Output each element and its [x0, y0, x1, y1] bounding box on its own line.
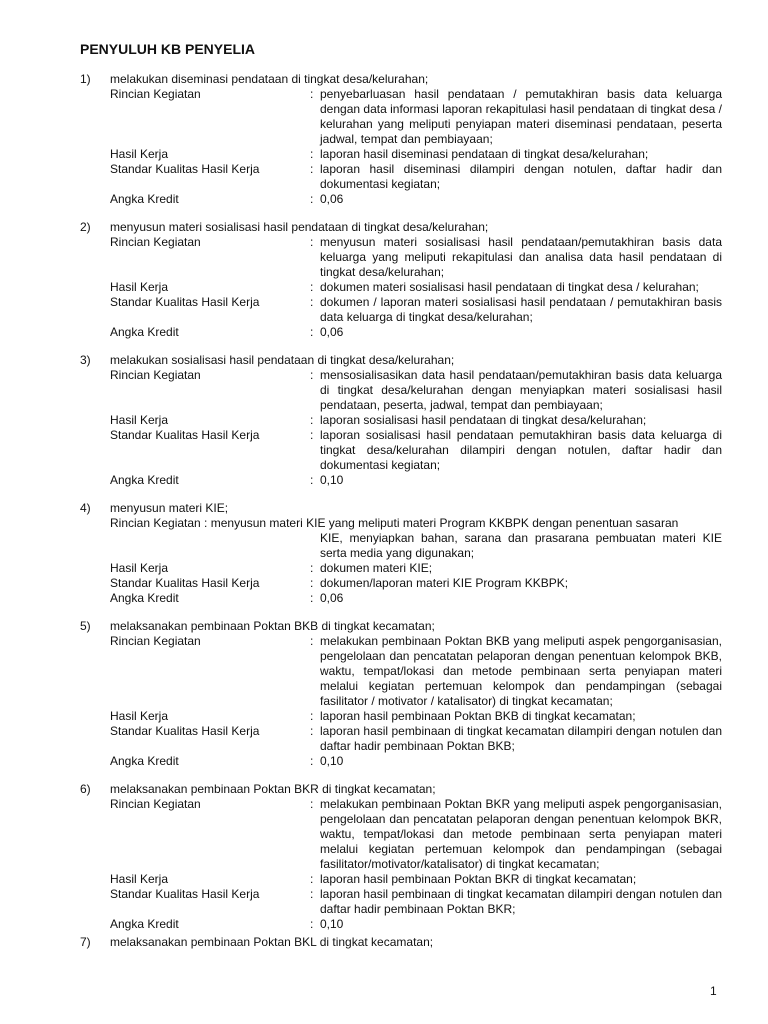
- hasil-value: laporan hasil diseminasi pendataan di tingkat desa/kelurahan;: [320, 147, 649, 161]
- rincian-label: Rincian Kegiatan: [110, 235, 201, 249]
- standar-label: Standar Kualitas Hasil Kerja: [110, 428, 260, 442]
- colon: :: [310, 413, 314, 427]
- angka-label: Angka Kredit: [110, 473, 179, 487]
- item-number: 7): [80, 935, 91, 949]
- hasil-label: Hasil Kerja: [110, 872, 169, 886]
- rincian-row: [80, 87, 730, 147]
- item-number: 5): [80, 619, 91, 633]
- item-heading: [80, 619, 730, 634]
- hasil-label: Hasil Kerja: [110, 561, 169, 575]
- angka-label: Angka Kredit: [110, 591, 179, 605]
- item-heading: [80, 220, 730, 235]
- hasil-value: laporan hasil pembinaan Poktan BKR di tingkat kecamatan;: [320, 872, 637, 886]
- angka-value: 0,10: [320, 473, 344, 487]
- rincian-label: Rincian Kegiatan: [110, 797, 201, 811]
- standar-value: dokumen / laporan materi sosialisasi hasil pendataan / pemutakhiran basis data keluarga di tingkat desa/kelurahan;: [320, 295, 722, 324]
- hasil-value: dokumen materi KIE;: [320, 561, 433, 575]
- rincian-row: [80, 368, 730, 413]
- standar-label: Standar Kualitas Hasil Kerja: [110, 724, 260, 738]
- standar-row: [80, 295, 730, 325]
- rincian-label: Rincian Kegiatan: [110, 87, 201, 101]
- colon: :: [310, 561, 314, 575]
- standar-label: Standar Kualitas Hasil Kerja: [110, 576, 260, 590]
- colon: :: [310, 591, 314, 605]
- hasil-label: Hasil Kerja: [110, 709, 169, 723]
- colon: :: [310, 872, 314, 886]
- hasil-value: laporan hasil pembinaan Poktan BKB di tingkat kecamatan;: [320, 709, 636, 723]
- rincian-row: [80, 634, 730, 709]
- angka-value: 0,10: [320, 754, 344, 768]
- colon: :: [310, 295, 314, 309]
- angka-row: [80, 917, 730, 932]
- activity-item-1: [80, 72, 730, 207]
- standar-row: [80, 887, 730, 917]
- angka-value: 0,10: [320, 917, 344, 931]
- item-heading: [80, 935, 730, 950]
- standar-row: [80, 162, 730, 192]
- activity-item-7: [80, 935, 730, 950]
- colon: :: [310, 724, 314, 738]
- angka-row: [80, 473, 730, 488]
- rincian-inline-continuation: KIE, menyiapkan bahan, sarana dan prasarana pembuatan materi KIE serta media yang digunakan;: [320, 531, 722, 560]
- item-heading-text: melaksanakan pembinaan Poktan BKL di tingkat kecamatan;: [110, 935, 434, 949]
- item-number: 1): [80, 72, 91, 86]
- colon: :: [310, 368, 314, 382]
- standar-value: laporan hasil pembinaan di tingkat kecamatan dilampiri dengan notulen dan daftar hadir pembinaan Poktan BKR;: [320, 887, 722, 916]
- colon: :: [310, 235, 314, 249]
- standar-label: Standar Kualitas Hasil Kerja: [110, 887, 260, 901]
- angka-value: 0,06: [320, 192, 344, 206]
- angka-label: Angka Kredit: [110, 917, 179, 931]
- colon: :: [310, 87, 314, 101]
- rincian-inline-text: Rincian Kegiatan : menyusun materi KIE yang meliputi materi Program KKBPK dengan penentuan sasaran: [110, 516, 679, 530]
- hasil-row: [80, 709, 730, 724]
- colon: :: [310, 147, 314, 161]
- hasil-label: Hasil Kerja: [110, 413, 169, 427]
- standar-value: laporan sosialisasi hasil pendataan pemutakhiran basis data keluarga di tingkat desa/kelurahan dilampiri dengan notulen, daftar hadir dan dokumentasi kegiatan;: [320, 428, 722, 472]
- hasil-row: [80, 147, 730, 162]
- hasil-label: Hasil Kerja: [110, 147, 169, 161]
- hasil-row: [80, 413, 730, 428]
- item-heading-text: melakukan sosialisasi hasil pendataan di tingkat desa/kelurahan;: [110, 353, 455, 367]
- standar-value: dokumen/laporan materi KIE Program KKBPK;: [320, 576, 569, 590]
- item-heading-text: melaksanakan pembinaan Poktan BKR di tingkat kecamatan;: [110, 782, 436, 796]
- hasil-row: [80, 561, 730, 576]
- colon: :: [310, 473, 314, 487]
- hasil-value: dokumen materi sosialisasi hasil pendataan di tingkat desa / kelurahan;: [320, 280, 699, 294]
- colon: :: [310, 162, 314, 176]
- document-page: [80, 40, 730, 950]
- standar-label: Standar Kualitas Hasil Kerja: [110, 295, 260, 309]
- standar-label: Standar Kualitas Hasil Kerja: [110, 162, 260, 176]
- colon: :: [310, 797, 314, 811]
- rincian-row: [80, 797, 730, 872]
- activity-item-5: [80, 619, 730, 769]
- rincian-label: Rincian Kegiatan: [110, 634, 201, 648]
- rincian-value: mensosialisasikan data hasil pendataan/pemutakhiran basis data keluarga di tingkat desa/kelurahan dengan menyiapkan materi sosialisasi hasil pendataan, peserta, jadwal, tempat dan pembiayaan;: [320, 368, 722, 412]
- standar-row: [80, 724, 730, 754]
- activity-item-3: [80, 353, 730, 488]
- rincian-value: melakukan pembinaan Poktan BKR yang meliputi aspek pengorganisasian, pengelolaan dan pencatatan pelaporan dengan penentuan kelompok BKR, waktu, tempat/lokasi dan metode pembinaan serta penyiapan materi melalui kegiatan pertemuan kelompok dan pendampingan (sebagai fasilitator/motivator/katalisator) di tingkat kecamatan;: [320, 797, 722, 871]
- rincian-value: melakukan pembinaan Poktan BKB yang meliputi aspek pengorganisasian, pengelolaan dan pencatatan pelaporan dengan penentuan kelompok BKB, waktu, tempat/lokasi dan metode pembinaan serta penyiapan materi melalui kegiatan pertemuan kelompok dan pendampingan (sebagai fasilitator / motivator / katalisator) di tingkat kecamatan;: [320, 634, 722, 708]
- colon: :: [310, 754, 314, 768]
- colon: :: [310, 280, 314, 294]
- item-heading-text: melakukan diseminasi pendataan di tingkat desa/kelurahan;: [110, 72, 429, 86]
- colon: :: [310, 325, 314, 339]
- colon: :: [310, 887, 314, 901]
- angka-row: [80, 325, 730, 340]
- item-heading: [80, 501, 730, 516]
- colon: :: [310, 576, 314, 590]
- activity-item-2: [80, 220, 730, 340]
- colon: :: [310, 917, 314, 931]
- colon: :: [310, 428, 314, 442]
- standar-value: laporan hasil pembinaan di tingkat kecamatan dilampiri dengan notulen dan daftar hadir pembinaan Poktan BKB;: [320, 724, 722, 753]
- rincian-value: menyusun materi sosialisasi hasil pendataan/pemutakhiran basis data keluarga yang meliputi rekapitulasi dan analisa data hasil pendataan di tingkat desa/kelurahan;: [320, 235, 722, 279]
- angka-value: 0,06: [320, 325, 344, 339]
- angka-row: [80, 192, 730, 207]
- hasil-value: laporan sosialisasi hasil pendataan di tingkat desa/kelurahan;: [320, 413, 647, 427]
- colon: :: [310, 709, 314, 723]
- hasil-row: [80, 872, 730, 887]
- item-heading: [80, 782, 730, 797]
- hasil-row: [80, 280, 730, 295]
- item-heading-text: melaksanakan pembinaan Poktan BKB di tingkat kecamatan;: [110, 619, 435, 633]
- angka-value: 0,06: [320, 591, 344, 605]
- angka-row: [80, 754, 730, 769]
- item-number: 4): [80, 501, 91, 515]
- rincian-row: [80, 235, 730, 280]
- item-heading-text: menyusun materi KIE;: [110, 501, 229, 515]
- page-title: PENYULUH KB PENYELIA: [80, 41, 256, 57]
- item-number: 6): [80, 782, 91, 796]
- rincian-inline-row: [80, 516, 730, 561]
- item-heading-text: menyusun materi sosialisasi hasil pendataan di tingkat desa/kelurahan;: [110, 220, 489, 234]
- page-number: 1: [710, 984, 717, 998]
- item-number: 2): [80, 220, 91, 234]
- standar-row: [80, 576, 730, 591]
- angka-label: Angka Kredit: [110, 754, 179, 768]
- activity-item-4: [80, 501, 730, 606]
- angka-label: Angka Kredit: [110, 325, 179, 339]
- rincian-value: penyebarluasan hasil pendataan / pemutakhiran basis data keluarga dengan data informasi laporan rekapitulasi hasil pendataan di tingkat desa / kelurahan yang meliputi penyiapan materi diseminasi pendataan, peserta jadwal, tempat dan pembiayaan;: [320, 87, 722, 146]
- standar-row: [80, 428, 730, 473]
- colon: :: [310, 192, 314, 206]
- standar-value: laporan hasil diseminasi dilampiri dengan notulen, daftar hadir dan dokumentasi kegiatan;: [320, 162, 722, 191]
- angka-row: [80, 591, 730, 606]
- angka-label: Angka Kredit: [110, 192, 179, 206]
- activity-item-6: [80, 782, 730, 932]
- item-number: 3): [80, 353, 91, 367]
- item-heading: [80, 353, 730, 368]
- rincian-label: Rincian Kegiatan: [110, 368, 201, 382]
- item-heading: [80, 72, 730, 87]
- hasil-label: Hasil Kerja: [110, 280, 169, 294]
- colon: :: [310, 634, 314, 648]
